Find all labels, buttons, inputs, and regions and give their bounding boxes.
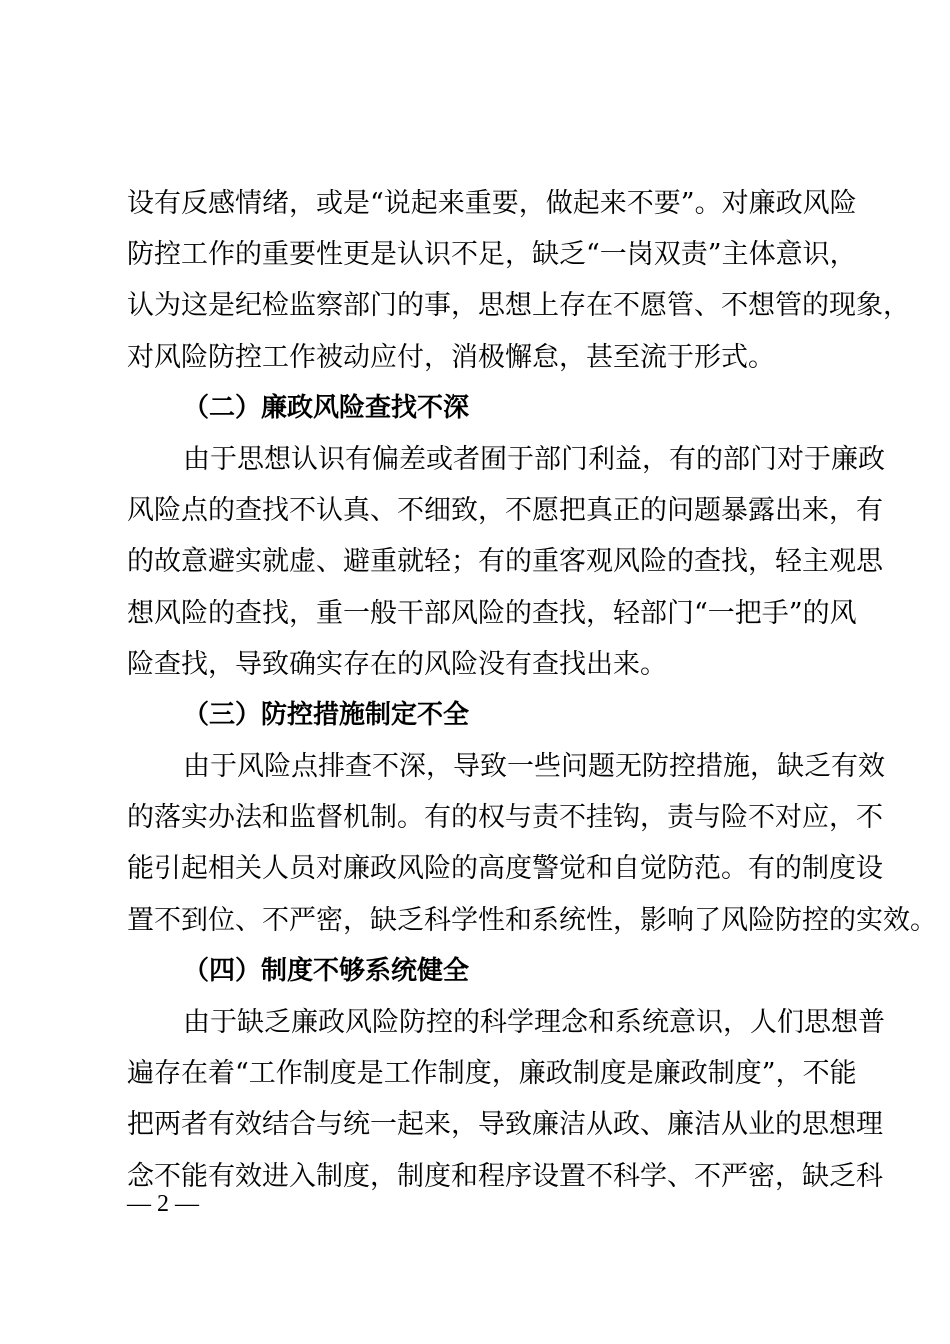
text-line: 念不能有效进入制度，制度和程序设置不科学、不严密，缺乏科 [127, 1160, 883, 1192]
text-line: 由于风险点排查不深，导致一些问题无防控措施，缺乏有效 [183, 751, 885, 783]
text-line: 把两者有效结合与统一起来，导致廉洁从政、廉洁从业的思想理 [127, 1109, 883, 1141]
text-line: 由于思想认识有偏差或者囿于部门利益，有的部门对于廉政 [183, 443, 885, 475]
section-heading: （四）制度不够系统健全 [183, 955, 470, 986]
paragraph-continuation [127, 178, 910, 383]
text-line: 认为这是纪检监察部门的事，思想上存在不愿管、不想管的现象， [127, 290, 910, 322]
section-paragraph [127, 741, 937, 946]
text-line: 险查找，导致确实存在的风险没有查找出来。 [127, 648, 667, 680]
page-number: — 2 — [127, 1191, 199, 1217]
text-line: 的故意避实就虚、避重就轻；有的重客观风险的查找，轻主观思 [127, 546, 883, 578]
section-paragraph [127, 997, 885, 1202]
section-paragraph [127, 434, 885, 690]
text-line: 设有反感情绪，或是“说起来重要，做起来不要”。对廉政风险 [127, 188, 857, 219]
text-line: 置不到位、不严密，缺乏科学性和系统性，影响了风险防控的实效。 [127, 904, 937, 936]
text-line: 风险点的查找不认真、不细致，不愿把真正的问题暴露出来，有 [127, 495, 883, 527]
text-line: 对风险防控工作被动应付，消极懈怠，甚至流于形式。 [127, 341, 775, 373]
text-line: 能引起相关人员对廉政风险的高度警觉和自觉防范。有的制度设 [127, 853, 883, 885]
section-heading: （三）防控措施制定不全 [183, 699, 470, 730]
text-line: 想风险的查找，重一般干部风险的查找，轻部门“一把手”的风 [127, 597, 857, 629]
section-heading: （二）廉政风险查找不深 [183, 392, 470, 423]
text-line: 防控工作的重要性更是认识不足，缺乏“一岗双责”主体意识， [127, 239, 857, 271]
text-line: 由于缺乏廉政风险防控的科学理念和系统意识，人们思想普 [183, 1007, 885, 1038]
text-line: 的落实办法和监督机制。有的权与责不挂钩，责与险不对应，不 [127, 802, 883, 834]
text-line: 遍存在着“工作制度是工作制度，廉政制度是廉政制度”，不能 [127, 1058, 857, 1090]
document-body [127, 178, 937, 1202]
